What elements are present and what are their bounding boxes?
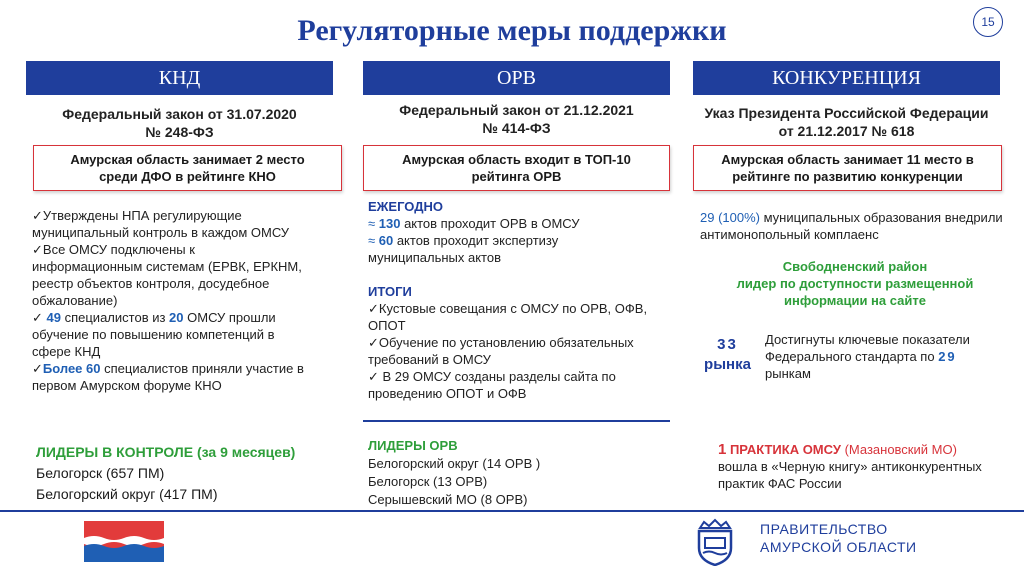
gov-line1: ПРАВИТЕЛЬСТВО [760,521,888,537]
knd-bullet1-line1: ✓Утверждены НПА регулирующие [32,208,242,223]
text: актов проходит экспертизу [393,233,559,248]
forum-count: Более 60 [42,361,101,376]
law-knd-line1: Федеральный закон от 31.07.2020 [62,106,297,122]
practice-count: 1 [718,441,727,458]
header-knd: КНД [26,61,333,95]
orv-result2-line1: ✓Обучение по установлению обязательных [368,335,634,350]
orv-result1-line2: ОПОТ [368,318,406,333]
orv-result3-line1: ✓ В 29 ОМСУ созданы разделы сайта по [368,369,616,384]
page-title: Регуляторные меры поддержки [297,14,727,47]
district-leader [700,258,1010,309]
knd-bullet2-line2: информационным системам (ЕРВК, ЕРКНМ, [32,259,302,274]
practice-title: ПРАКТИКА ОМСУ [726,442,845,457]
markets-badge [700,335,755,375]
knd-bullet3-line2: обучение по повышению компетенций в [32,327,275,342]
practice-line3: практик ФАС России [718,476,842,491]
practice-place: (Мазановский МО) [844,442,957,457]
footer-line [0,510,1024,512]
government-label [760,520,917,556]
amur-emblem-icon [692,518,738,566]
orv-acts-count: 130 [378,216,401,231]
check-mark: ✓ [32,310,47,325]
knd-bullets [32,207,352,394]
check-mark: ✓ [32,361,43,376]
knd-bullet4-line1 [32,360,352,377]
orv-leader-2: Белогорск (13 ОРВ) [368,474,488,489]
law-knd-line2: № 248-ФЗ [145,124,214,140]
knd-leader-2: Белогорский округ (417 ПМ) [36,486,218,502]
district-line1: Свободненский район [782,259,928,274]
law-knd [26,105,333,141]
rating-box-orv [363,145,670,191]
practice-line2: вошла в «Черную книгу» антиконкурентных [718,459,982,474]
orv-yearly [368,198,668,266]
orv-yearly-line3: муниципальных актов [368,250,502,265]
decree-line1: Указ Президента Российской Федерации [704,105,989,121]
orv-yearly-line1 [368,215,668,232]
law-orv [363,101,670,137]
municipalities-count: 29 (100%) [700,210,760,225]
rating-orv-line2: рейтинга ОРВ [471,169,562,184]
text: специалистов из [60,310,170,325]
orv-results [368,283,668,402]
orv-leader-3: Серышевский МО (8 ОРВ) [368,492,528,507]
specialists-count: 49 [46,310,61,325]
rating-box-competition [693,145,1002,191]
rating-knd-line1: Амурская область занимает 2 место [70,152,305,167]
practice-line1 [718,441,1008,458]
key-indicators-line2 [765,348,1005,365]
text: ОМСУ прошли [183,310,276,325]
orv-leader-1: Белогорский округ (14 ОРВ ) [368,456,541,471]
text: муниципальных образования внедрили [759,210,1003,225]
orv-leaders-title: ЛИДЕРЫ ОРВ [368,438,458,453]
key-indicators-line1: Достигнуты ключевые показатели [765,332,970,347]
compliance-line1 [700,209,1010,226]
approx-sign: ≈ [368,233,379,248]
district-line3: информации на сайте [784,293,926,308]
compliance-text [700,209,1010,243]
standard-markets-count: 29 [938,349,957,364]
gov-line2: АМУРСКОЙ ОБЛАСТИ [760,539,917,555]
law-orv-line1: Федеральный закон от 21.12.2021 [399,102,634,118]
knd-leaders-title: ЛИДЕРЫ В КОНТРОЛЕ (за 9 месяцев) [36,444,296,460]
orv-result2-line2: требований в ОМСУ [368,352,491,367]
knd-bullet2-line4: обжалование) [32,293,118,308]
orv-result1-line1: ✓Кустовые совещания с ОМСУ по ОРВ, ОФВ, [368,301,648,316]
orv-yearly-title: ЕЖЕГОДНО [368,199,443,214]
knd-bullet1-line2: муниципальный контроль в каждом ОМСУ [32,225,290,240]
law-orv-line2: № 414-ФЗ [482,120,551,136]
orv-leaders [368,437,668,509]
rating-knd-line2: среди ДФО в рейтинге КНО [99,169,276,184]
decree-competition [688,104,1005,140]
key-indicators-line3: рынкам [765,366,811,381]
knd-bullet2-line1: ✓Все ОМСУ подключены к [32,242,195,257]
rating-comp-line2: рейтинге по развитию конкуренции [732,169,963,184]
orv-yearly-line2 [368,232,668,249]
header-orv: ОРВ [363,61,670,95]
knd-bullet2-line3: реестр объектов контроля, досудебное [32,276,270,291]
markets-count: 33 [717,336,738,353]
expertise-acts-count: 60 [378,233,394,248]
amur-flag-icon [84,521,164,562]
orv-results-title: ИТОГИ [368,284,412,299]
approx-sign: ≈ [368,216,379,231]
knd-leader-1: Белогорск (657 ПМ) [36,465,165,481]
rating-box-knd [33,145,342,191]
compliance-line2: антимонопольный комплаенс [700,227,879,242]
text: актов проходит ОРВ в ОМСУ [400,216,580,231]
text: Федерального стандарта по [765,349,939,364]
omsu-count: 20 [169,310,184,325]
knd-bullet4-line2: первом Амурском форуме КНО [32,378,222,393]
decree-line2: от 21.12.2017 № 618 [778,123,915,139]
knd-bullet3-line1 [32,309,352,326]
markets-word: рынка [704,356,751,373]
orv-result3-line2: проведению ОПОТ и ОФВ [368,386,527,401]
rating-orv-line1: Амурская область входит в ТОП-10 [402,152,631,167]
knd-bullet3-line3: сфере КНД [32,344,101,359]
orv-divider [363,420,670,422]
key-indicators [765,331,1005,382]
omsu-practice [718,441,1008,492]
knd-leaders [36,442,295,505]
district-line2: лидер по доступности размещенной [736,276,974,291]
page-number: 15 [973,7,1003,37]
text: специалистов приняли участие в [100,361,304,376]
rating-comp-line1: Амурская область занимает 11 место в [721,152,974,167]
header-competition: КОНКУРЕНЦИЯ [693,61,1000,95]
